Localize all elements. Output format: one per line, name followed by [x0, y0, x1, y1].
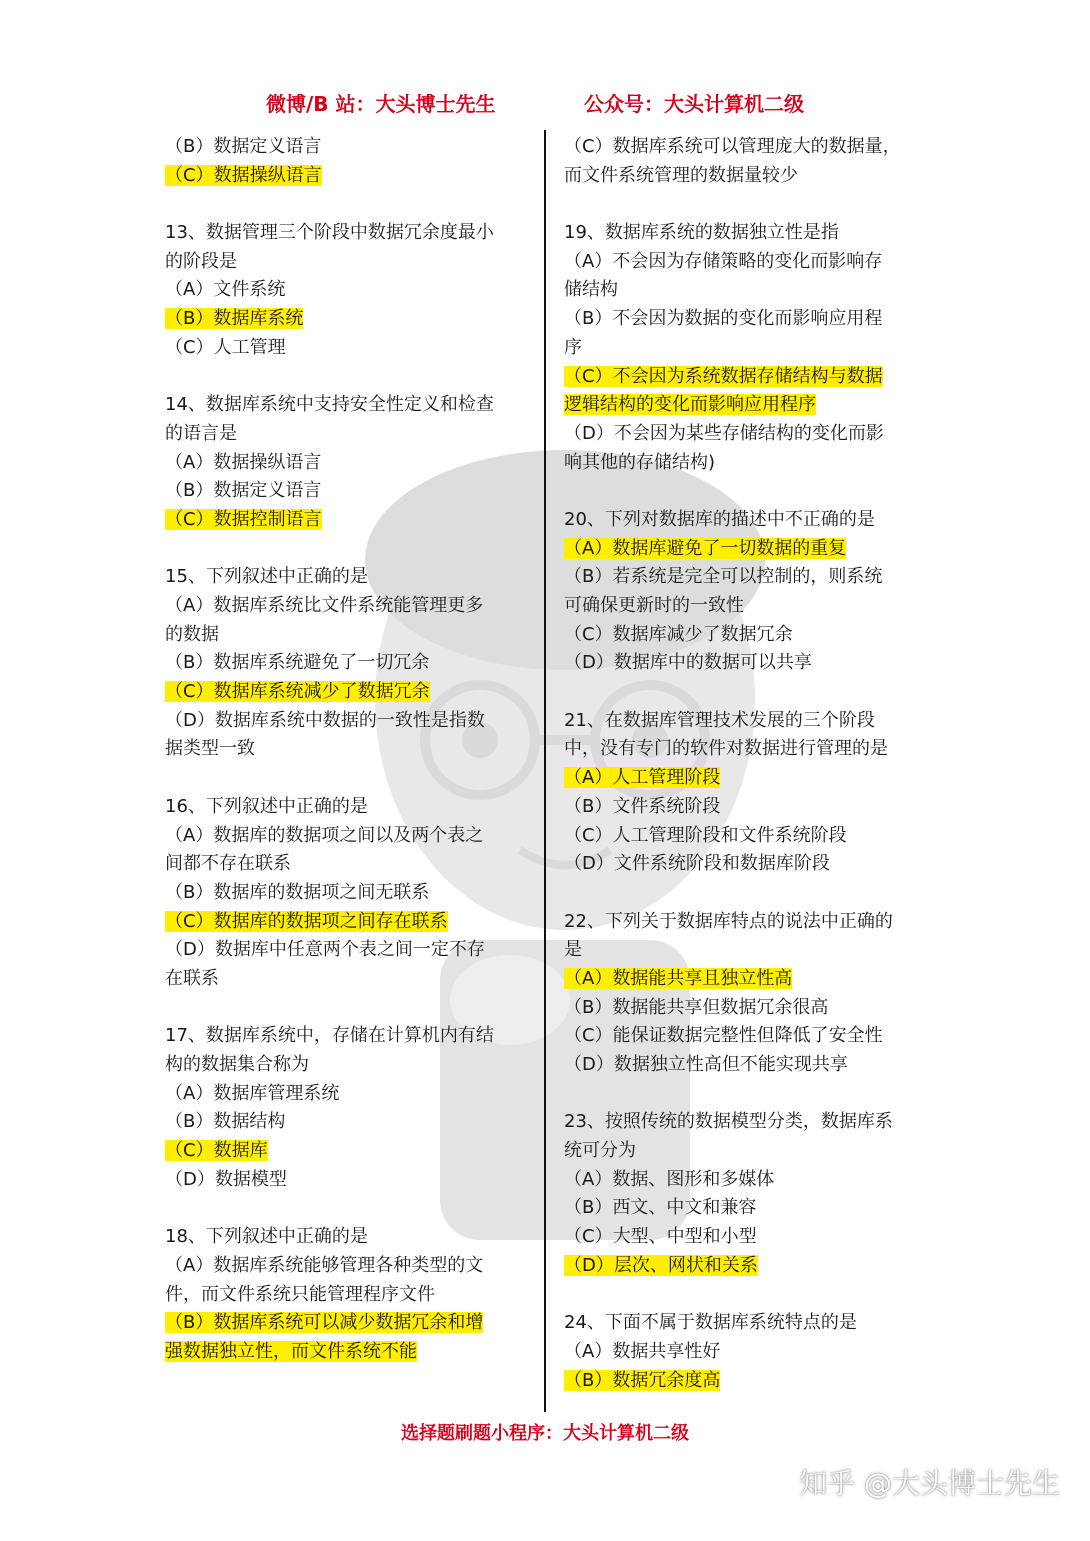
- question-line: [165, 879, 535, 908]
- right-column: [564, 133, 934, 1395]
- question-line: [165, 1080, 535, 1109]
- question-line: [165, 391, 535, 420]
- question-line: [564, 822, 934, 851]
- line-text: 储结构: [564, 279, 618, 301]
- line-text: 13、数据管理三个阶段中数据冗余度最小: [165, 222, 494, 244]
- question-line: [165, 850, 535, 879]
- line-text: （B）数据库系统可以减少数据冗余和增: [165, 1312, 484, 1334]
- question-line: [564, 1108, 934, 1137]
- line-text: （C）数据库系统可以管理庞大的数据量，: [564, 136, 901, 157]
- blank-line: [564, 190, 934, 219]
- question-line: [564, 850, 934, 879]
- line-text: 序: [564, 336, 582, 358]
- answer-line-highlighted: [165, 678, 535, 707]
- line-text: （C）数据操纵语言: [165, 164, 322, 186]
- answer-line-highlighted: [165, 1309, 535, 1338]
- line-text: （A）数据库系统比文件系统能管理更多: [165, 595, 484, 616]
- question-line: [564, 649, 934, 678]
- line-text: （B）数据能共享但数据冗余很高: [564, 996, 829, 1018]
- line-text: （A）数据共享性好: [564, 1340, 721, 1362]
- question-line: [564, 162, 934, 191]
- line-text: （C）能保证数据完整性但降低了安全性: [564, 1025, 883, 1047]
- blank-line: [165, 764, 535, 793]
- line-text: （C）数据控制语言: [165, 508, 322, 530]
- question-line: [165, 219, 535, 248]
- blank-line: [564, 477, 934, 506]
- question-line: [564, 1223, 934, 1252]
- line-text: 在联系: [165, 967, 219, 989]
- question-line: [564, 133, 934, 162]
- line-text: 间都不存在联系: [165, 853, 291, 875]
- question-line: [564, 506, 934, 535]
- line-text: 24、下面不属于数据库系统特点的是: [564, 1312, 857, 1334]
- question-line: [165, 822, 535, 851]
- line-text: 16、下列叙述中正确的是: [165, 795, 368, 817]
- line-text: 17、数据库系统中，存储在计算机内有结: [165, 1025, 494, 1047]
- line-text: （C）人工管理: [165, 336, 286, 358]
- line-text: （D）数据库中的数据可以共享: [564, 652, 812, 674]
- answer-line-highlighted: [564, 535, 934, 564]
- line-text: 22、下列关于数据库特点的说法中正确的: [564, 910, 893, 932]
- answer-line-highlighted: [165, 162, 535, 191]
- question-line: [564, 420, 934, 449]
- question-line: [165, 563, 535, 592]
- line-text: （A）数据库避免了一切数据的重复: [564, 537, 847, 559]
- line-text: （A）人工管理阶段: [564, 767, 721, 789]
- line-text: 15、下列叙述中正确的是: [165, 566, 368, 588]
- line-text: 的数据: [165, 623, 219, 645]
- question-line: [564, 908, 934, 937]
- question-line: [165, 592, 535, 621]
- blank-line: [564, 1281, 934, 1310]
- line-text: 强数据独立性，而文件系统不能: [165, 1340, 417, 1362]
- question-line: [165, 735, 535, 764]
- answer-line-highlighted: [564, 1252, 934, 1281]
- line-text: （C）数据库的数据项之间存在联系: [165, 910, 448, 932]
- question-line: [165, 1108, 535, 1137]
- line-text: 19、数据库系统的数据独立性是指: [564, 222, 839, 244]
- question-line: [165, 707, 535, 736]
- answer-line-highlighted: [165, 1137, 535, 1166]
- question-line: [165, 248, 535, 277]
- question-line: [564, 592, 934, 621]
- question-line: [564, 793, 934, 822]
- line-text: 统可分为: [564, 1140, 636, 1162]
- line-text: （B）数据库系统: [165, 308, 304, 330]
- line-text: （B）文件系统阶段: [564, 795, 721, 817]
- question-line: [165, 793, 535, 822]
- line-text: 逻辑结构的变化而影响应用程序: [564, 394, 816, 416]
- question-line: [564, 219, 934, 248]
- line-text: 而文件系统管理的数据量较少: [564, 164, 798, 186]
- wechat-account-label: 公众号：大头计算机二级: [584, 92, 804, 116]
- question-line: [564, 1309, 934, 1338]
- line-text: （B）数据库系统避免了一切冗余: [165, 652, 430, 674]
- blank-line: [165, 190, 535, 219]
- line-text: 14、数据库系统中支持安全性定义和检查: [165, 394, 494, 416]
- line-text: （C）大型、中型和小型: [564, 1226, 757, 1248]
- question-line: [165, 965, 535, 994]
- weibo-bilibili-label: 微博/B 站：大头博士先生: [266, 92, 496, 116]
- line-text: 的语言是: [165, 422, 237, 444]
- page-footer: 选择题刷题小程序：大头计算机二级: [401, 1423, 689, 1444]
- line-text: （B）不会因为数据的变化而影响应用程: [564, 308, 883, 330]
- question-line: [165, 649, 535, 678]
- question-line: [165, 1051, 535, 1080]
- line-text: 18、下列叙述中正确的是: [165, 1226, 368, 1248]
- line-text: （A）数据操纵语言: [165, 451, 322, 473]
- line-text: 21、在数据库管理技术发展的三个阶段: [564, 709, 875, 731]
- line-text: 响其他的存储结构): [564, 451, 716, 473]
- page-header: [0, 88, 1090, 118]
- line-text: 可确保更新时的一致性: [564, 595, 744, 616]
- question-line: [564, 707, 934, 736]
- line-text: （C）人工管理阶段和文件系统阶段: [564, 824, 847, 846]
- question-line: [564, 248, 934, 277]
- line-text: （B）数据结构: [165, 1111, 286, 1133]
- line-text: （C）不会因为系统数据存储结构与数据: [564, 365, 883, 387]
- blank-line: [165, 994, 535, 1023]
- line-text: 20、下列对数据库的描述中不正确的是: [564, 508, 875, 530]
- answer-line-highlighted: [564, 363, 934, 392]
- line-text: （B）数据冗余度高: [564, 1369, 721, 1391]
- line-text: （D）文件系统阶段和数据库阶段: [564, 853, 830, 875]
- question-line: [165, 1022, 535, 1051]
- line-text: （C）数据库系统减少了数据冗余: [165, 681, 430, 703]
- question-line: [165, 1223, 535, 1252]
- question-line: [165, 621, 535, 650]
- line-text: （A）数据、图形和多媒体: [564, 1168, 775, 1190]
- line-text: （B）数据库的数据项之间无联系: [165, 881, 430, 903]
- line-text: （A）数据库系统能够管理各种类型的文: [165, 1254, 484, 1276]
- question-line: [165, 1166, 535, 1195]
- line-text: 中，没有专门的软件对数据进行管理的是: [564, 738, 888, 760]
- answer-line-highlighted: [165, 908, 535, 937]
- answer-line-highlighted: [165, 1338, 535, 1367]
- question-line: [165, 477, 535, 506]
- blank-line: [165, 1194, 535, 1223]
- line-text: （A）数据库管理系统: [165, 1082, 340, 1104]
- zhihu-watermark: 知乎 @大头博士先生: [799, 1467, 1060, 1500]
- question-line: [564, 1338, 934, 1367]
- line-text: 据类型一致: [165, 738, 255, 760]
- line-text: （D）不会因为某些存储结构的变化而影: [564, 422, 884, 444]
- line-text: 的阶段是: [165, 250, 237, 272]
- question-line: [564, 1137, 934, 1166]
- line-text: 是: [564, 939, 582, 961]
- line-text: （D）数据库系统中数据的一致性是指数: [165, 709, 485, 731]
- answer-line-highlighted: [165, 305, 535, 334]
- line-text: （B）数据定义语言: [165, 136, 322, 157]
- question-line: [165, 420, 535, 449]
- left-column: [165, 133, 535, 1367]
- line-text: （A）数据库的数据项之间以及两个表之: [165, 824, 484, 846]
- line-text: （D）数据模型: [165, 1168, 287, 1190]
- column-divider: [544, 130, 546, 1412]
- question-line: [564, 334, 934, 363]
- question-line: [564, 449, 934, 478]
- line-text: （C）数据库: [165, 1140, 268, 1162]
- blank-line: [564, 879, 934, 908]
- question-line: [564, 1194, 934, 1223]
- line-text: （C）数据库减少了数据冗余: [564, 623, 793, 645]
- blank-line: [564, 1080, 934, 1109]
- answer-line-highlighted: [564, 764, 934, 793]
- line-text: 构的数据集合称为: [165, 1054, 309, 1075]
- answer-line-highlighted: [564, 1367, 934, 1396]
- line-text: （A）不会因为存储策略的变化而影响存: [564, 250, 883, 272]
- question-line: [165, 276, 535, 305]
- question-line: [564, 1166, 934, 1195]
- line-text: （D）数据独立性高但不能实现共享: [564, 1054, 848, 1075]
- question-line: [165, 133, 535, 162]
- line-text: （D）层次、网状和关系: [564, 1254, 758, 1276]
- line-text: （B）数据定义语言: [165, 480, 322, 502]
- question-line: [564, 305, 934, 334]
- line-text: （B）若系统是完全可以控制的，则系统: [564, 566, 883, 588]
- blank-line: [564, 678, 934, 707]
- question-line: [564, 735, 934, 764]
- line-text: （A）数据能共享且独立性高: [564, 967, 793, 989]
- question-line: [564, 936, 934, 965]
- question-line: [564, 276, 934, 305]
- blank-line: [165, 363, 535, 392]
- question-line: [165, 334, 535, 363]
- line-text: （A）文件系统: [165, 279, 286, 301]
- line-text: （D）数据库中任意两个表之间一定不存: [165, 939, 485, 961]
- answer-line-highlighted: [564, 965, 934, 994]
- line-text: 23、按照传统的数据模型分类，数据库系: [564, 1111, 893, 1133]
- answer-line-highlighted: [564, 391, 934, 420]
- question-line: [564, 563, 934, 592]
- question-line: [564, 1051, 934, 1080]
- question-line: [165, 1281, 535, 1310]
- question-line: [564, 994, 934, 1023]
- question-line: [564, 621, 934, 650]
- question-line: [165, 449, 535, 478]
- blank-line: [165, 535, 535, 564]
- question-line: [564, 1022, 934, 1051]
- question-line: [165, 936, 535, 965]
- question-line: [165, 1252, 535, 1281]
- answer-line-highlighted: [165, 506, 535, 535]
- line-text: 件，而文件系统只能管理程序文件: [165, 1283, 435, 1305]
- line-text: （B）西文、中文和兼容: [564, 1197, 757, 1219]
